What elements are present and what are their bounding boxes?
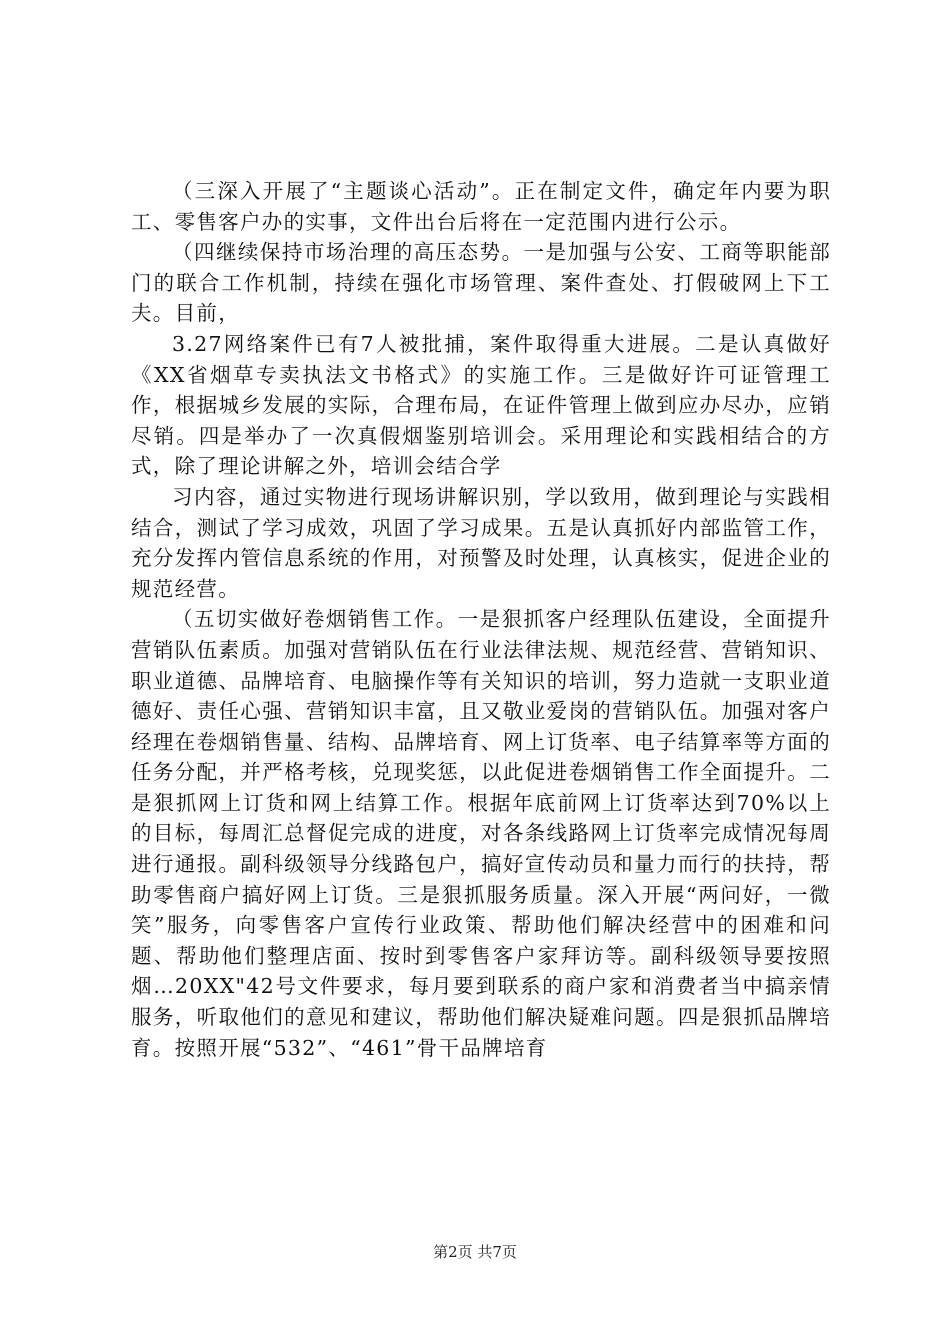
paragraph-case-progress: 3.27网络案件已有7人被批捕，案件取得重大进展。二是认真做好《XX省烟草专卖执法文书格式》的实施工作。三是做好许可证管理工作，根据城乡发展的实际，合理布局，在证件管理上做到应办尽办，应销尽销。四是举办了一次真假烟鉴别培训会。采用理论和实践相结合的方式，除了理论讲解之外，培训会结合学 [131,331,831,479]
paragraph-training-content: 习内容，通过实物进行现场讲解识别，学以致用，做到理论与实践相结合，测试了学习成效，巩固了学习成果。五是认真抓好内部监管工作，充分发挥内管信息系统的作用，对预警及时处理，认真核实，促进企业的规范经营。 [131,484,831,601]
page-footer: 第2页 共7页 [433,1243,517,1261]
paragraph-section-4: （四继续保持市场治理的高压态势。一是加强与公安、工商等职能部门的联合工作机制，持续在强化市场管理、案件查处、打假破网上下工夫。目前， [131,240,831,326]
paragraph-section-5: （五切实做好卷烟销售工作。一是狠抓客户经理队伍建设，全面提升营销队伍素质。加强对营销队伍在行业法律法规、规范经营、营销知识、职业道德、品牌培育、电脑操作等有关知识的培训，努力造就一支职业道德好、责任心强、营销知识丰富，且又敬业爱岗的营销队伍。加强对客户经理在卷烟销售量、结构、品牌培育、网上订货率、电子结算率等方面的任务分配，并严格考核，兑现奖惩，以此促进卷烟销售工作全面提升。二是狠抓网上订货和网上结算工作。根据年底前网上订货率达到70%以上的目标，每周汇总督促完成的进度，对各条线路网上订货率完成情况每周进行通报。副科级领导分线路包户，搞好宣传动员和量力而行的扶持，帮助零售商户搞好网上订货。三是狠抓服务质量。深入开展“两问好，一微笑”服务，向零售客户宣传行业政策、帮助他们解决经营中的困难和问题、帮助他们整理店面、按时到零售客户家拜访等。副科级领导要按照烟…20XX"42号文件要求，每月要到联系的商户家和消费者当中搞亲情服务，听取他们的意见和建议，帮助他们解决疑难问题。四是狠抓品牌培育。按照开展“532”、“461”骨干品牌培育 [131,607,831,1060]
paragraph-section-3: （三深入开展了“主题谈心活动”。正在制定文件，确定年内要为职工、零售客户办的实事，文件出台后将在一定范围内进行公示。 [131,179,831,234]
document-body [131,176,831,1063]
